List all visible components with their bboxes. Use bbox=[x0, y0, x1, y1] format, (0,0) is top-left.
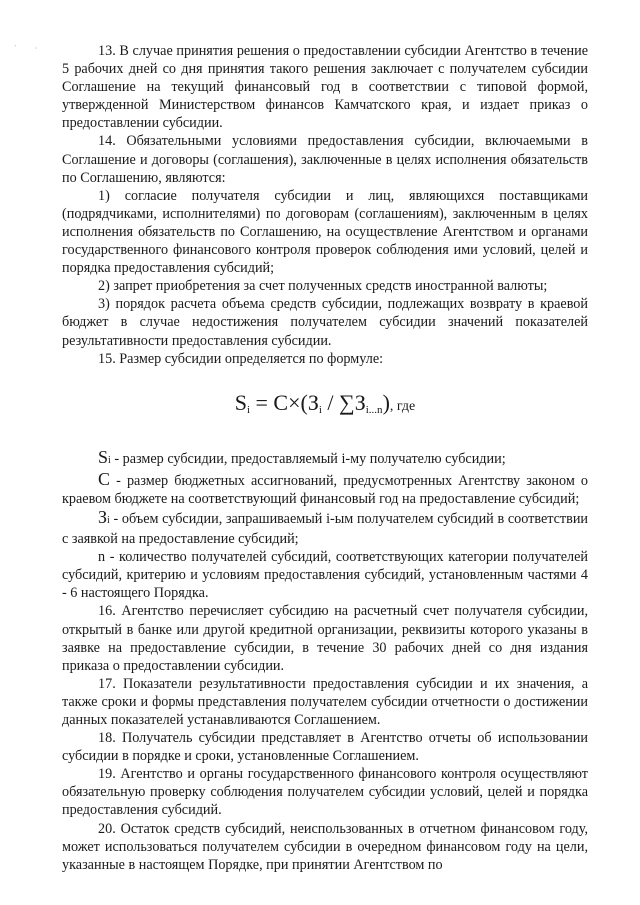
condition-1: 1) согласие получателя субсидии и лиц, являющихся поставщиками (подрядчиками, исполнителями) по договорам (соглашениям), заключенным в целях исполнения обязательств по Соглашению, на осуществление Агентством и органами государственного финансового контроля проверок соблюдения ими условий, целей и порядка предоставления субсидий; bbox=[62, 187, 588, 277]
definition-c bbox=[62, 470, 588, 508]
formula-lhs: S bbox=[234, 389, 247, 415]
condition-2: 2) запрет приобретения за счет полученных средств иностранной валюты; bbox=[98, 278, 548, 295]
formula-lhs-sub: i bbox=[246, 403, 251, 416]
paragraph-17: 17. Показатели результативности предоставления субсидии и их значения, а также сроки и формы представления получателем субсидии отчетности о достижении данных показателей устанавливаются Соглашением. bbox=[62, 675, 588, 728]
paragraph-16: 16. Агентство перечисляет субсидию на расчетный счет получателя субсидии, открытый в банке или другой кредитной организации, реквизиты которого указаны в заявке на предоставление субсидии, в течение 30 рабочих дней со дня издания приказа о предоставлении субсидии. bbox=[62, 603, 588, 674]
definition-text: - размер субсидии, предоставляемый i-му получателю субсидии; bbox=[110, 450, 506, 467]
paragraph-19: 19. Агентство и органы государственного финансового контроля осуществляют обязательную проверку соблюдения получателем субсидии условий, целей и порядка предоставления субсидий. bbox=[62, 766, 588, 819]
paragraph-14: 14. Обязательными условиями предоставления субсидии, включаемыми в Соглашение и договоры (соглашения), заключенные в целях исполнения обязательств по Соглашению, являются: bbox=[62, 133, 588, 186]
definition-n: n - количество получателей субсидий, соответствующих категории получателей субсидий, критерию и условиям предоставления субсидий, установленным частями 4 - 6 настоящего Порядка. bbox=[62, 549, 588, 602]
formula-eq: = C×(З bbox=[250, 389, 319, 415]
definition-symbol: S bbox=[98, 446, 109, 467]
definition-text: - объем субсидии, запрашиваемый i-ым получателем субсидий в соответствии с заявкой на предоставление субсидий; bbox=[62, 510, 588, 548]
corner-marks: ` · bbox=[14, 44, 46, 53]
formula-den-sub: i...n bbox=[365, 403, 383, 416]
paragraph-13: 13. В случае принятия решения о предоставлении субсидии Агентство в течение 5 рабочих дней со дня принятия такого решения заключает с получателем субсидии Соглашение на текущий финансовый год в соответствии с типовой формой, утвержденной Министерством финансов Камчатского края, и издает приказ о предоставлении субсидии. bbox=[62, 43, 588, 132]
paragraph-18: 18. Получатель субсидии представляет в Агентство отчеты об использовании субсидии в порядке и сроки, установленные Соглашением. bbox=[62, 730, 588, 765]
formula-tail: , где bbox=[389, 398, 416, 414]
definition-symbol: З bbox=[98, 506, 108, 527]
condition-3: 3) порядок расчета объема средств субсидии, подлежащих возврату в краевой бюджет в случае недостижения получателем субсидии значений показателей результативности предоставления субсидии. bbox=[62, 296, 588, 349]
definition-subscript: i bbox=[108, 454, 111, 466]
subsidy-formula bbox=[62, 382, 588, 424]
definition-si bbox=[62, 448, 588, 470]
definition-text: - размер бюджетных ассигнований, предусмотренных Агентству законом о краевом бюджете на соответствующий финансовый год на предоставление субсидий; bbox=[62, 472, 588, 507]
definition-subscript: i bbox=[107, 514, 110, 526]
formula-num-sub: i bbox=[318, 403, 322, 416]
formula-close: ) bbox=[382, 389, 390, 415]
definition-symbol: С bbox=[98, 468, 111, 489]
paragraph-15: 15. Размер субсидии определяется по формуле: bbox=[98, 350, 384, 367]
paragraph-20: 20. Остаток средств субсидий, неиспользованных в отчетном финансовом году, может использоваться получателем субсидии в очередном финансовом году на цели, указанные в настоящем Порядке, при принятии Агентством по bbox=[62, 820, 588, 873]
definition-zi bbox=[62, 508, 588, 548]
formula-slash: / ∑З bbox=[321, 389, 366, 415]
